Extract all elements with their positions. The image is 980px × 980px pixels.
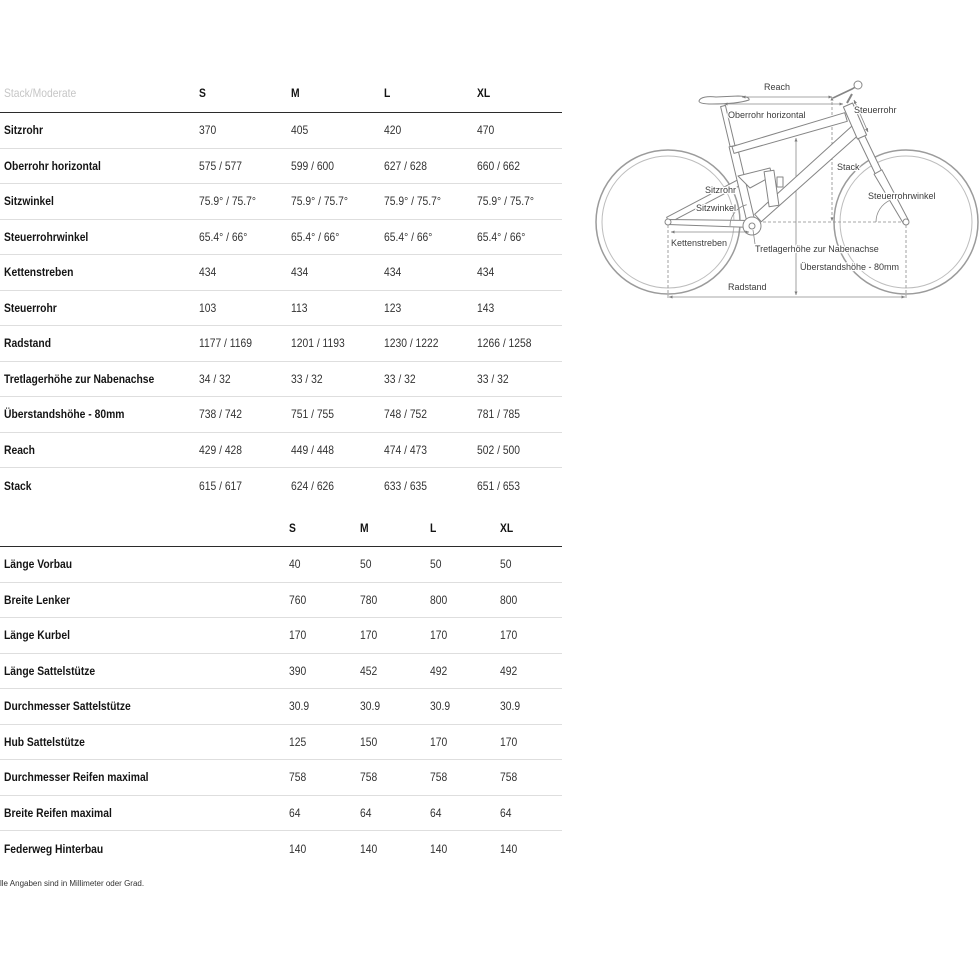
diagram-label-bb-drop: Tretlagerhöhe zur Nabenachse [755,244,879,254]
diagram-label-seat-tube: Sitzrohr [705,185,737,195]
value-l: 170 [430,734,448,749]
head-angle-arc [876,200,890,222]
handlebar [833,86,857,98]
value-l: 30.9 [430,699,451,714]
row-label: Radstand [4,336,52,351]
value-s: 1177 / 1169 [199,336,252,351]
geometry-table-header [0,74,562,113]
diagram-label-reach: Reach [764,82,791,92]
row-label: Federweg Hinterbau [4,841,104,856]
table-row [0,618,562,654]
diagram-label-wheelbase: Radstand [728,282,767,292]
saddle [699,96,749,104]
value-s: 370 [199,123,217,138]
table-row [0,326,562,362]
row-label: Länge Vorbau [4,557,73,572]
table-row [0,433,562,469]
diagram-label-head-angle: Steuerrohrwinkel [868,191,936,201]
table-row [0,796,562,832]
value-l: 75.9° / 75.7° [384,194,442,209]
shock-reservoir [777,177,783,187]
value-m: 140 [360,841,378,856]
value-l: 33 / 32 [384,371,416,386]
value-xl: 140 [500,841,518,856]
value-l: 758 [430,770,448,785]
value-m: 624 / 626 [291,478,335,493]
value-s: 140 [289,841,307,856]
value-s: 75.9° / 75.7° [199,194,257,209]
table-row [0,831,562,867]
table-row [0,149,562,185]
components-table [0,509,562,867]
value-l: 474 / 473 [384,442,428,457]
value-s: 125 [289,734,307,749]
value-xl: 170 [500,734,518,749]
value-m: 599 / 600 [291,158,335,173]
value-s: 760 [289,592,307,607]
value-xl: 470 [477,123,495,138]
value-s: 434 [199,265,217,280]
value-m: 1201 / 1193 [291,336,345,351]
value-xl: 781 / 785 [477,407,521,422]
value-s: 40 [289,557,301,572]
value-l: 492 [430,663,448,678]
corner-label: Stack/Moderate [4,86,77,100]
row-label: Steuerrohr [4,300,57,315]
table-row [0,184,562,220]
row-label: Breite Reifen maximal [4,805,112,820]
row-label: Sitzrohr [4,123,43,138]
value-xl: 492 [500,663,518,678]
value-xl: 75.9° / 75.7° [477,194,535,209]
size-header-m: M [360,520,369,535]
value-l: 50 [430,557,442,572]
chain-stay [668,220,752,228]
value-s: 34 / 32 [199,371,231,386]
geometry-table [0,74,562,504]
rear-shock [764,170,779,206]
value-xl: 50 [500,557,512,572]
value-xl: 800 [500,592,518,607]
size-header-s: S [199,86,206,100]
value-s: 615 / 617 [199,478,243,493]
value-m: 113 [291,300,308,315]
front-hub [903,219,909,225]
row-label: Breite Lenker [4,592,70,607]
value-l: 65.4° / 66° [384,229,433,244]
row-label: Reach [4,442,35,457]
rear-hub [665,219,671,225]
value-xl: 434 [477,265,495,280]
size-header-s: S [289,520,296,535]
table-row [0,468,562,504]
value-m: 150 [360,734,378,749]
value-xl: 33 / 32 [477,371,509,386]
value-s: 64 [289,805,301,820]
value-l: 123 [384,300,402,315]
diagram-label-chainstays: Kettenstreben [671,238,728,248]
value-m: 75.9° / 75.7° [291,194,349,209]
value-xl: 65.4° / 66° [477,229,526,244]
row-label: Oberrohr horizontal [4,158,101,173]
stem [847,94,852,103]
size-header-m: M [291,86,300,100]
table-row [0,220,562,256]
row-label: Durchmesser Reifen maximal [4,770,149,785]
components-table-body [0,547,562,867]
row-label: Länge Sattelstütze [4,663,96,678]
value-s: 758 [289,770,307,785]
value-l: 434 [384,265,402,280]
size-header-l: L [430,520,437,535]
geometry-table-body [0,113,562,504]
value-m: 751 / 755 [291,407,335,422]
value-xl: 502 / 500 [477,442,521,457]
footnote: lle Angaben sind in Millimeter oder Grad. [0,879,145,888]
value-m: 758 [360,770,378,785]
value-m: 30.9 [360,699,381,714]
row-label: Tretlagerhöhe zur Nabenachse [4,371,155,386]
value-xl: 143 [477,300,495,315]
value-s: 170 [289,628,307,643]
value-l: 633 / 635 [384,478,428,493]
value-m: 780 [360,592,378,607]
value-m: 170 [360,628,378,643]
value-s: 738 / 742 [199,407,243,422]
value-m: 50 [360,557,372,572]
value-m: 449 / 448 [291,442,335,457]
table-row [0,362,562,398]
diagram-label-head-tube: Steuerrohr [854,105,897,115]
size-header-xl: XL [500,520,514,535]
value-l: 64 [430,805,442,820]
row-label: Überstandshöhe - 80mm [4,407,125,422]
row-label: Sitzwinkel [4,194,54,209]
value-m: 64 [360,805,372,820]
value-m: 405 [291,123,309,138]
value-l: 140 [430,841,448,856]
components-table-header [0,509,562,547]
value-l: 627 / 628 [384,158,428,173]
value-xl: 64 [500,805,512,820]
value-l: 748 / 752 [384,407,428,422]
value-l: 1230 / 1222 [384,336,439,351]
table-row [0,113,562,149]
diagram-label-stack: Stack [837,162,860,172]
value-s: 575 / 577 [199,158,243,173]
value-s: 429 / 428 [199,442,243,457]
value-xl: 30.9 [500,699,521,714]
bike-geometry-diagram [590,75,980,307]
handlebar-end [854,81,862,89]
value-s: 103 [199,300,217,315]
value-s: 390 [289,663,307,678]
value-m: 65.4° / 66° [291,229,340,244]
value-s: 65.4° / 66° [199,229,248,244]
row-label: Stack [4,478,32,493]
table-row [0,689,562,725]
table-row [0,760,562,796]
value-m: 33 / 32 [291,371,323,386]
value-xl: 660 / 662 [477,158,521,173]
value-m: 434 [291,265,309,280]
table-row [0,255,562,291]
diagram-label-seat-angle: Sitzwinkel [696,203,737,213]
diagram-label-standover: Überstandshöhe - 80mm [800,262,900,272]
row-label: Hub Sattelstütze [4,734,85,749]
value-xl: 651 / 653 [477,478,521,493]
value-l: 170 [430,628,448,643]
table-row [0,397,562,433]
table-row [0,583,562,619]
value-xl: 170 [500,628,518,643]
value-l: 420 [384,123,402,138]
size-header-xl: XL [477,86,491,100]
row-label: Kettenstreben [4,265,74,280]
value-m: 452 [360,663,378,678]
value-xl: 1266 / 1258 [477,336,532,351]
row-label: Länge Kurbel [4,628,70,643]
value-xl: 758 [500,770,518,785]
row-label: Steuerrohrwinkel [4,229,89,244]
table-row [0,725,562,761]
value-s: 30.9 [289,699,310,714]
table-row [0,547,562,583]
size-header-l: L [384,86,391,100]
row-label: Durchmesser Sattelstütze [4,699,131,714]
table-row [0,291,562,327]
bottom-bracket [749,223,755,229]
table-row [0,654,562,690]
value-l: 800 [430,592,448,607]
diagram-label-top-tube: Oberrohr horizontal [728,110,806,120]
